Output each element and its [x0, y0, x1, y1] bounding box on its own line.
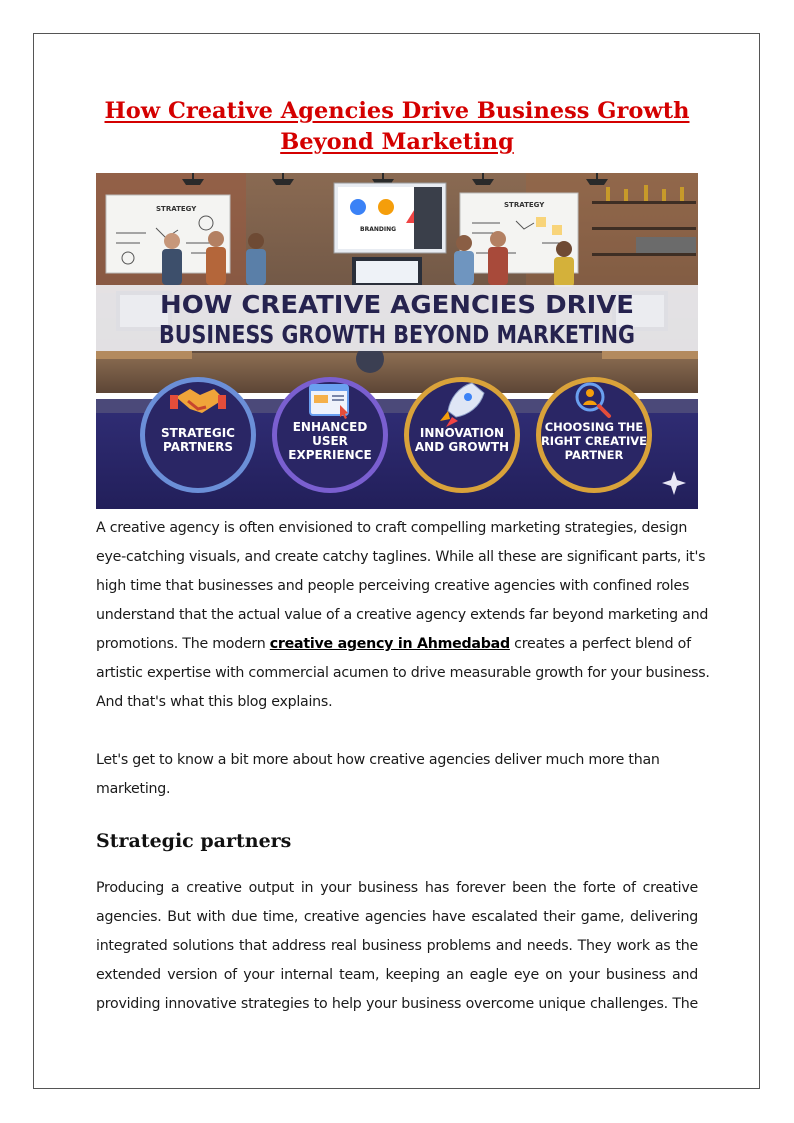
- hero-banner-line-2: BUSINESS GROWTH BEYOND MARKETING: [159, 320, 635, 349]
- lead-paragraph: [96, 746, 698, 804]
- board-right-label: STRATEGY: [504, 201, 545, 209]
- section-line-4: extended version of your internal team, keeping an eagle eye on your business and: [96, 967, 698, 983]
- hero-image: [96, 173, 698, 509]
- badge-3-line-1: INNOVATION: [419, 426, 505, 440]
- badge-enhanced-user-experience: [272, 377, 388, 493]
- title-line-1: How Creative Agencies Drive Business Growth: [104, 98, 690, 124]
- section-line-1: Producing a creative output in your business has forever been the forte of creative: [96, 880, 698, 896]
- badge-2-line-1: ENHANCED: [292, 420, 368, 434]
- badge-2-line-2: USER: [312, 434, 348, 448]
- creative-agency-link[interactable]: creative agency in Ahmedabad: [269, 636, 510, 652]
- badge-strategic-partners: [140, 377, 256, 493]
- section-line-2: agencies. But with due time, creative agencies have escalated their game, delivering: [96, 909, 698, 925]
- board-center-label: BRANDING: [360, 226, 397, 233]
- section-line-5: providing innovative strategies to help your business overcome unique challenges. The: [96, 996, 698, 1012]
- intro-line-5-start: promotions. The modern: [96, 636, 270, 652]
- badge-1-line-2: PARTNERS: [163, 440, 233, 454]
- intro-line-4: understand that the actual value of a creative agency extends far beyond marketing and: [96, 607, 709, 623]
- intro-line-5-end: creates a perfect blend of: [509, 636, 691, 652]
- badge-1-line-1: STRATEGIC: [161, 426, 235, 440]
- section-line-3: integrated solutions that address real business problems and needs. They work as the: [96, 938, 698, 954]
- intro-line-3: high time that businesses and people perceiving creative agencies with confined roles: [96, 578, 690, 594]
- board-left-label: STRATEGY: [156, 205, 197, 213]
- badge-4-line-3: PARTNER: [564, 448, 624, 462]
- intro-line-2: eye-catching visuals, and create catchy taglines. While all these are significant parts, it's: [96, 549, 706, 565]
- web-layout-icon: [310, 385, 348, 419]
- article-title: [96, 96, 698, 158]
- section-paragraph: [96, 874, 698, 1019]
- badge-2-line-3: EXPERIENCE: [288, 448, 372, 462]
- badge-4-line-1: CHOOSING THE: [544, 420, 644, 434]
- lead-line-2: marketing.: [96, 781, 171, 797]
- section-heading: Strategic partners: [96, 830, 292, 852]
- badge-4-line-2: RIGHT CREATIVE: [540, 434, 648, 448]
- intro-line-6: artistic expertise with commercial acumen to drive measurable growth for your business.: [96, 665, 710, 681]
- intro-line-1: A creative agency is often envisioned to craft compelling marketing strategies, design: [96, 520, 688, 536]
- intro-line-5: [96, 630, 698, 659]
- intro-paragraph: [96, 514, 710, 717]
- badge-innovation-growth: [404, 377, 520, 493]
- lead-line-1: Let's get to know a bit more about how creative agencies deliver much more than: [96, 752, 660, 768]
- title-line-2: Beyond Marketing: [280, 129, 514, 155]
- badge-3-line-2: AND GROWTH: [414, 440, 510, 454]
- hero-banner-line-1: HOW CREATIVE AGENCIES DRIVE: [160, 290, 634, 319]
- intro-line-7: And that's what this blog explains.: [96, 694, 333, 710]
- badge-choosing-partner: [536, 377, 652, 493]
